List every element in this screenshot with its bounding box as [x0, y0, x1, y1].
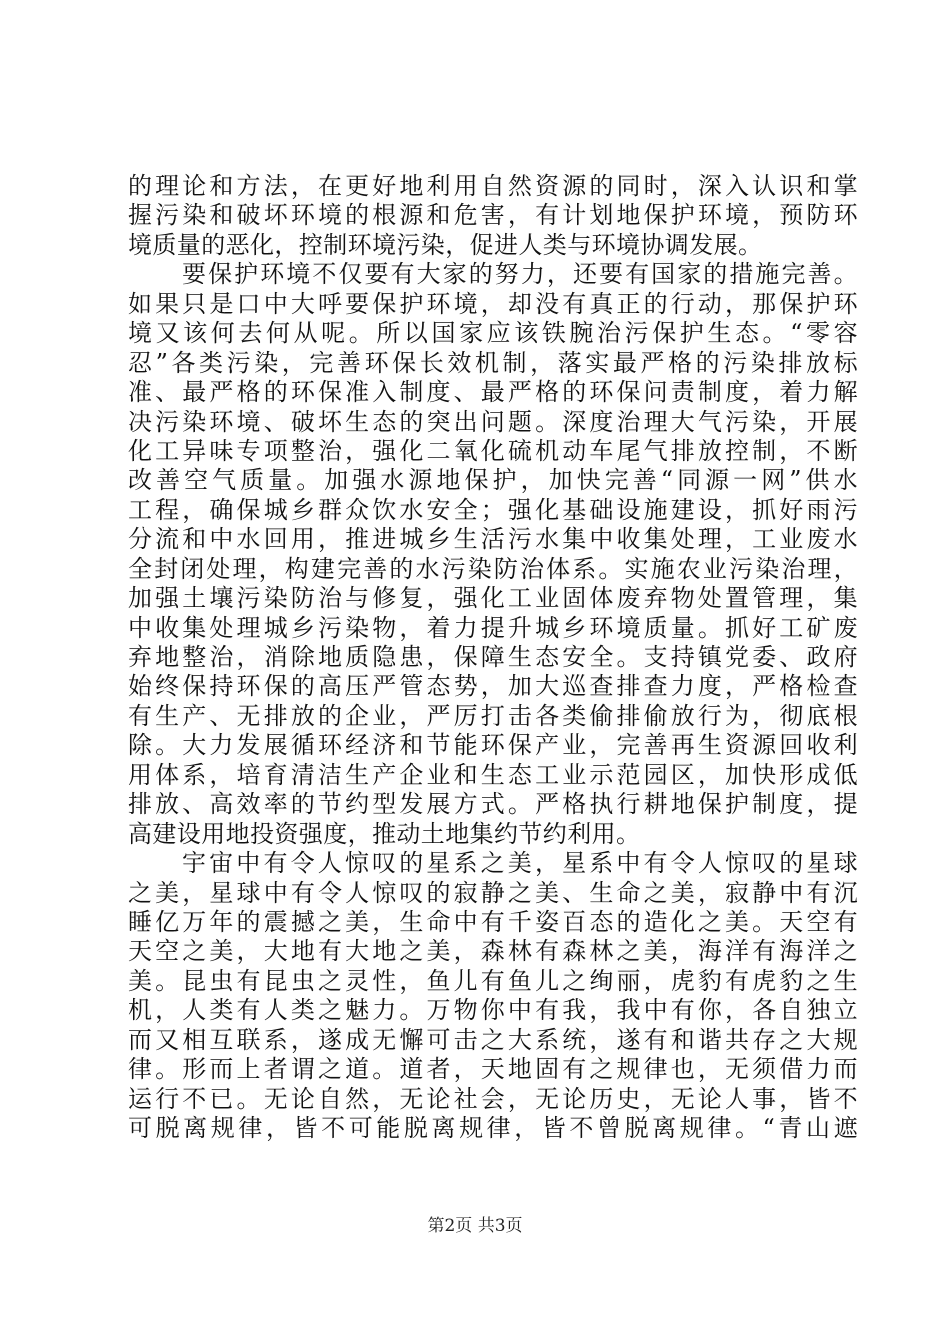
text-line: 工程，确保城乡群众饮水安全；强化基础设施建设，抓好雨污	[128, 495, 858, 524]
text-line: 分流和中水回用，推进城乡生活污水集中收集处理，工业废水	[128, 525, 858, 554]
text-line: 始终保持环保的高压严管态势，加大巡查排查力度，严格检查	[128, 672, 858, 701]
text-line: 的理论和方法，在更好地利用自然资源的同时，深入认识和掌	[128, 172, 858, 200]
page-footer	[0, 1215, 950, 1237]
text-line: 运行不已。无论自然，无论社会，无论历史，无论人事，皆不	[128, 1084, 858, 1113]
text-line: 机，人类有人类之魅力。万物你中有我，我中有你，各自独立	[128, 996, 858, 1025]
text-line: 律。形而上者谓之道。道者，天地固有之规律也，无须借力而	[128, 1055, 858, 1084]
text-line: 可脱离规律，皆不可能脱离规律，皆不曾脱离规律。“青山遮	[128, 1114, 858, 1142]
text-line: 要保护环境不仅要有大家的努力，还要有国家的措施完善。	[182, 260, 858, 289]
text-line: 境质量的恶化，控制环境污染，促进人类与环境协调发展。	[128, 230, 763, 259]
text-line: 天空之美，大地有大地之美，森林有森林之美，海洋有海洋之	[128, 937, 858, 966]
text-line: 之美，星球中有令人惊叹的寂静之美、生命之美，寂静中有沉	[128, 878, 858, 907]
text-line: 境又该何去何从呢。所以国家应该铁腕治污保护生态。“零容	[128, 319, 858, 348]
text-line: 有生产、无排放的企业，严厉打击各类偷排偷放行为，彻底根	[128, 701, 858, 730]
text-line: 睡亿万年的震撼之美，生命中有千姿百态的造化之美。天空有	[128, 907, 858, 936]
page-number: 第2页 共3页	[427, 1216, 523, 1236]
text-line: 忍”各类污染，完善环保长效机制，落实最严格的污染排放标	[128, 348, 858, 377]
text-line: 改善空气质量。加强水源地保护，加快完善“同源一网”供水	[128, 466, 858, 495]
text-line: 除。大力发展循环经济和节能环保产业，完善再生资源回收利	[128, 731, 858, 760]
text-line: 决污染环境、破坏生态的突出问题。深度治理大气污染，开展	[128, 407, 858, 436]
text-line: 美。昆虫有昆虫之灵性，鱼儿有鱼儿之绚丽，虎豹有虎豹之生	[128, 966, 858, 995]
text-line: 中收集处理城乡污染物，着力提升城乡环境质量。抓好工矿废	[128, 613, 858, 642]
text-line: 准、最严格的环保准入制度、最严格的环保问责制度，着力解	[128, 378, 858, 407]
text-line: 加强土壤污染防治与修复，强化工业固体废弃物处置管理，集	[128, 584, 858, 613]
text-line: 排放、高效率的节约型发展方式。严格执行耕地保护制度，提	[128, 790, 858, 819]
body-text	[128, 172, 858, 1143]
text-line: 弃地整治，消除地质隐患，保障生态安全。支持镇党委、政府	[128, 643, 858, 671]
text-line: 全封闭处理，构建完善的水污染防治体系。实施农业污染治理，	[128, 554, 858, 583]
text-line: 化工异味专项整治，强化二氧化硫机动车尾气排放控制，不断	[128, 436, 858, 465]
text-line: 握污染和破坏环境的根源和危害，有计划地保护环境，预防环	[128, 201, 858, 230]
text-line: 高建设用地投资强度，推动土地集约节约利用。	[128, 819, 641, 848]
text-line: 而又相互联系，遂成无懈可击之大系统，遂有和谐共存之大规	[128, 1025, 858, 1054]
text-line: 如果只是口中大呼要保护环境，却没有真正的行动，那保护环	[128, 289, 858, 318]
text-line: 宇宙中有令人惊叹的星系之美，星系中有令人惊叹的星球	[182, 849, 858, 878]
text-line: 用体系，培育清洁生产企业和生态工业示范园区，加快形成低	[128, 760, 858, 789]
